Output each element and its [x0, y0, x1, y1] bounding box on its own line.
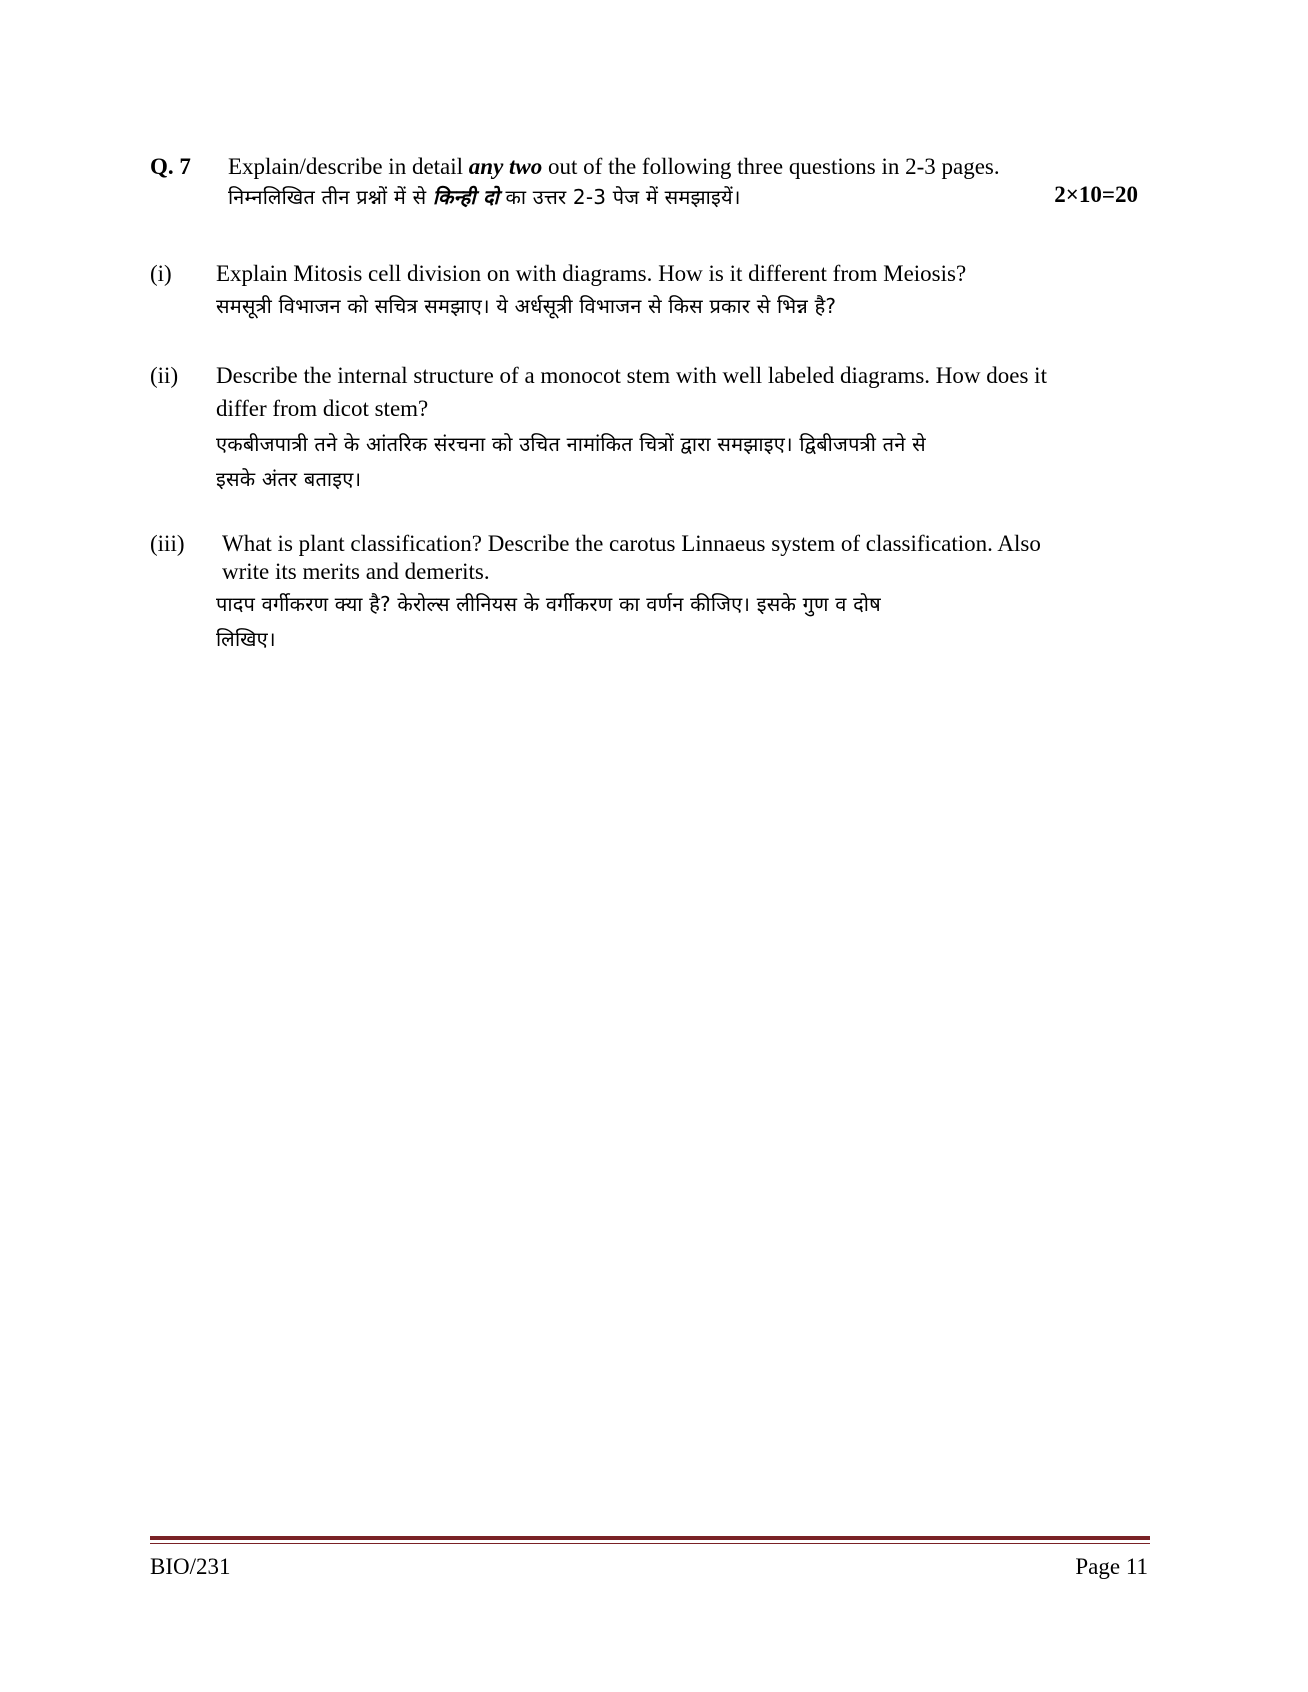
subquestion-i-hi: समसूत्री विभाजन को सचित्र समझाए। ये अर्धसूत्री विभाजन से किस प्रकार से भिन्न है? — [216, 294, 837, 318]
footer-rule-thick — [150, 1536, 1150, 1540]
footer-course-code: BIO/231 — [150, 1554, 231, 1579]
footer-rule-thin — [150, 1543, 1150, 1544]
instruction-hi-post: का उत्तर 2-3 पेज में समझाइयें। — [498, 185, 741, 209]
instruction-en-pre: Explain/describe in detail — [228, 154, 469, 179]
instruction-en-emphasis: any two — [468, 154, 543, 179]
subquestion-ii-hi-line2: इसके अंतर बताइए। — [216, 467, 362, 491]
subquestion-i-en: Explain Mitosis cell division on with diagrams. How is it different from Meiosis? — [216, 261, 967, 286]
question-number: Q. 7 — [150, 154, 191, 179]
subquestion-iii-en-line2: write its merits and demerits. — [222, 559, 490, 584]
footer-page-number: Page 11 — [1075, 1554, 1148, 1579]
subquestion-iii-hi-line2: लिखिए। — [216, 627, 276, 651]
subquestion-ii-en-line2: differ from dicot stem? — [216, 396, 429, 421]
instruction-hi-emphasis: किन्ही दो — [432, 185, 499, 209]
subquestion-label: (i) — [150, 261, 172, 286]
marks-allocation: 2×10=20 — [1054, 182, 1138, 207]
instruction-en-post: out of the following three questions in 2-3 pages. — [542, 154, 1000, 179]
subquestion-label: (ii) — [150, 363, 179, 388]
question-instruction-en — [228, 152, 1000, 182]
subquestion-ii-en-line1: Describe the internal structure of a monocot stem with well labeled diagrams. How does it — [216, 363, 1047, 388]
subquestion-ii-hi-line1: एकबीजपात्री तने के आंतरिक संरचना को उचित नामांकित चित्रों द्वारा समझाइए। द्विबीजपत्री तने से — [216, 432, 926, 456]
subquestion-label: (iii) — [150, 531, 185, 556]
subquestion-iii-hi-line1: पादप वर्गीकरण क्या है? केरोल्स लीनियस के वर्गीकरण का वर्णन कीजिए। इसके गुण व दोष — [216, 592, 881, 616]
subquestion-iii-en-line1: What is plant classification? Describe the carotus Linnaeus system of classification. Also — [222, 531, 1041, 556]
instruction-hi-pre: निम्नलिखित तीन प्रश्नों में से — [228, 185, 433, 209]
question-instruction-hi — [228, 180, 741, 214]
